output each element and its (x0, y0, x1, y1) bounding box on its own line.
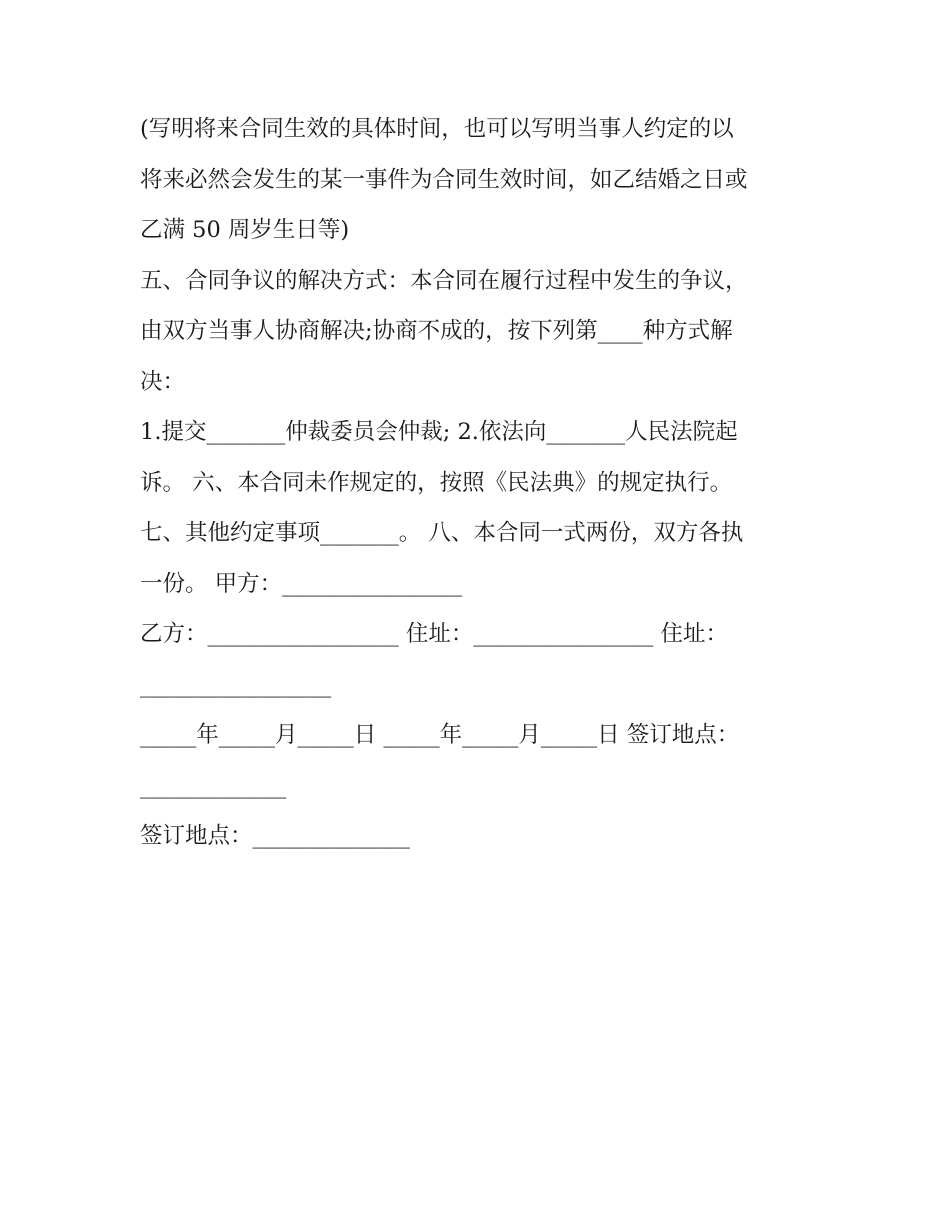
text-line: 将来必然会发生的某一事件为合同生效时间，如乙结婚之日或 (140, 166, 748, 193)
contract-text (140, 104, 830, 862)
text-line: 签订地点：______________ (140, 823, 411, 849)
text-line: (写明将来合同生效的具体时间，也可以写明当事人约定的以 (140, 116, 734, 142)
text-line: 决： (140, 368, 186, 395)
text-line: _________________ (140, 671, 332, 698)
text-line: 乙满 50 周岁生日等) (140, 217, 350, 243)
text-line: _____________ (140, 772, 287, 799)
text-line: 乙方：_________________ 住址：________________ 住址： (140, 621, 729, 647)
text-line: 1.提交_______仲裁委员会仲裁; 2.依法向_______人民法院起 (140, 419, 738, 445)
text-line: 七、其他约定事项_______。 八、本合同一式两份，双方各执 (140, 520, 744, 546)
text-line: 诉。 六、本合同未作规定的，按照《民法典》的规定执行。 (140, 469, 733, 496)
text-line: 由双方当事人协商解决;协商不成的，按下列第____种方式解 (140, 318, 733, 344)
text-line: _____年_____月_____日 _____年_____月_____日 签订地点： (140, 722, 740, 748)
text-line: 五、合同争议的解决方式：本合同在履行过程中发生的争议， (140, 267, 748, 294)
text-line: 一份。 甲方：________________ (140, 570, 463, 597)
